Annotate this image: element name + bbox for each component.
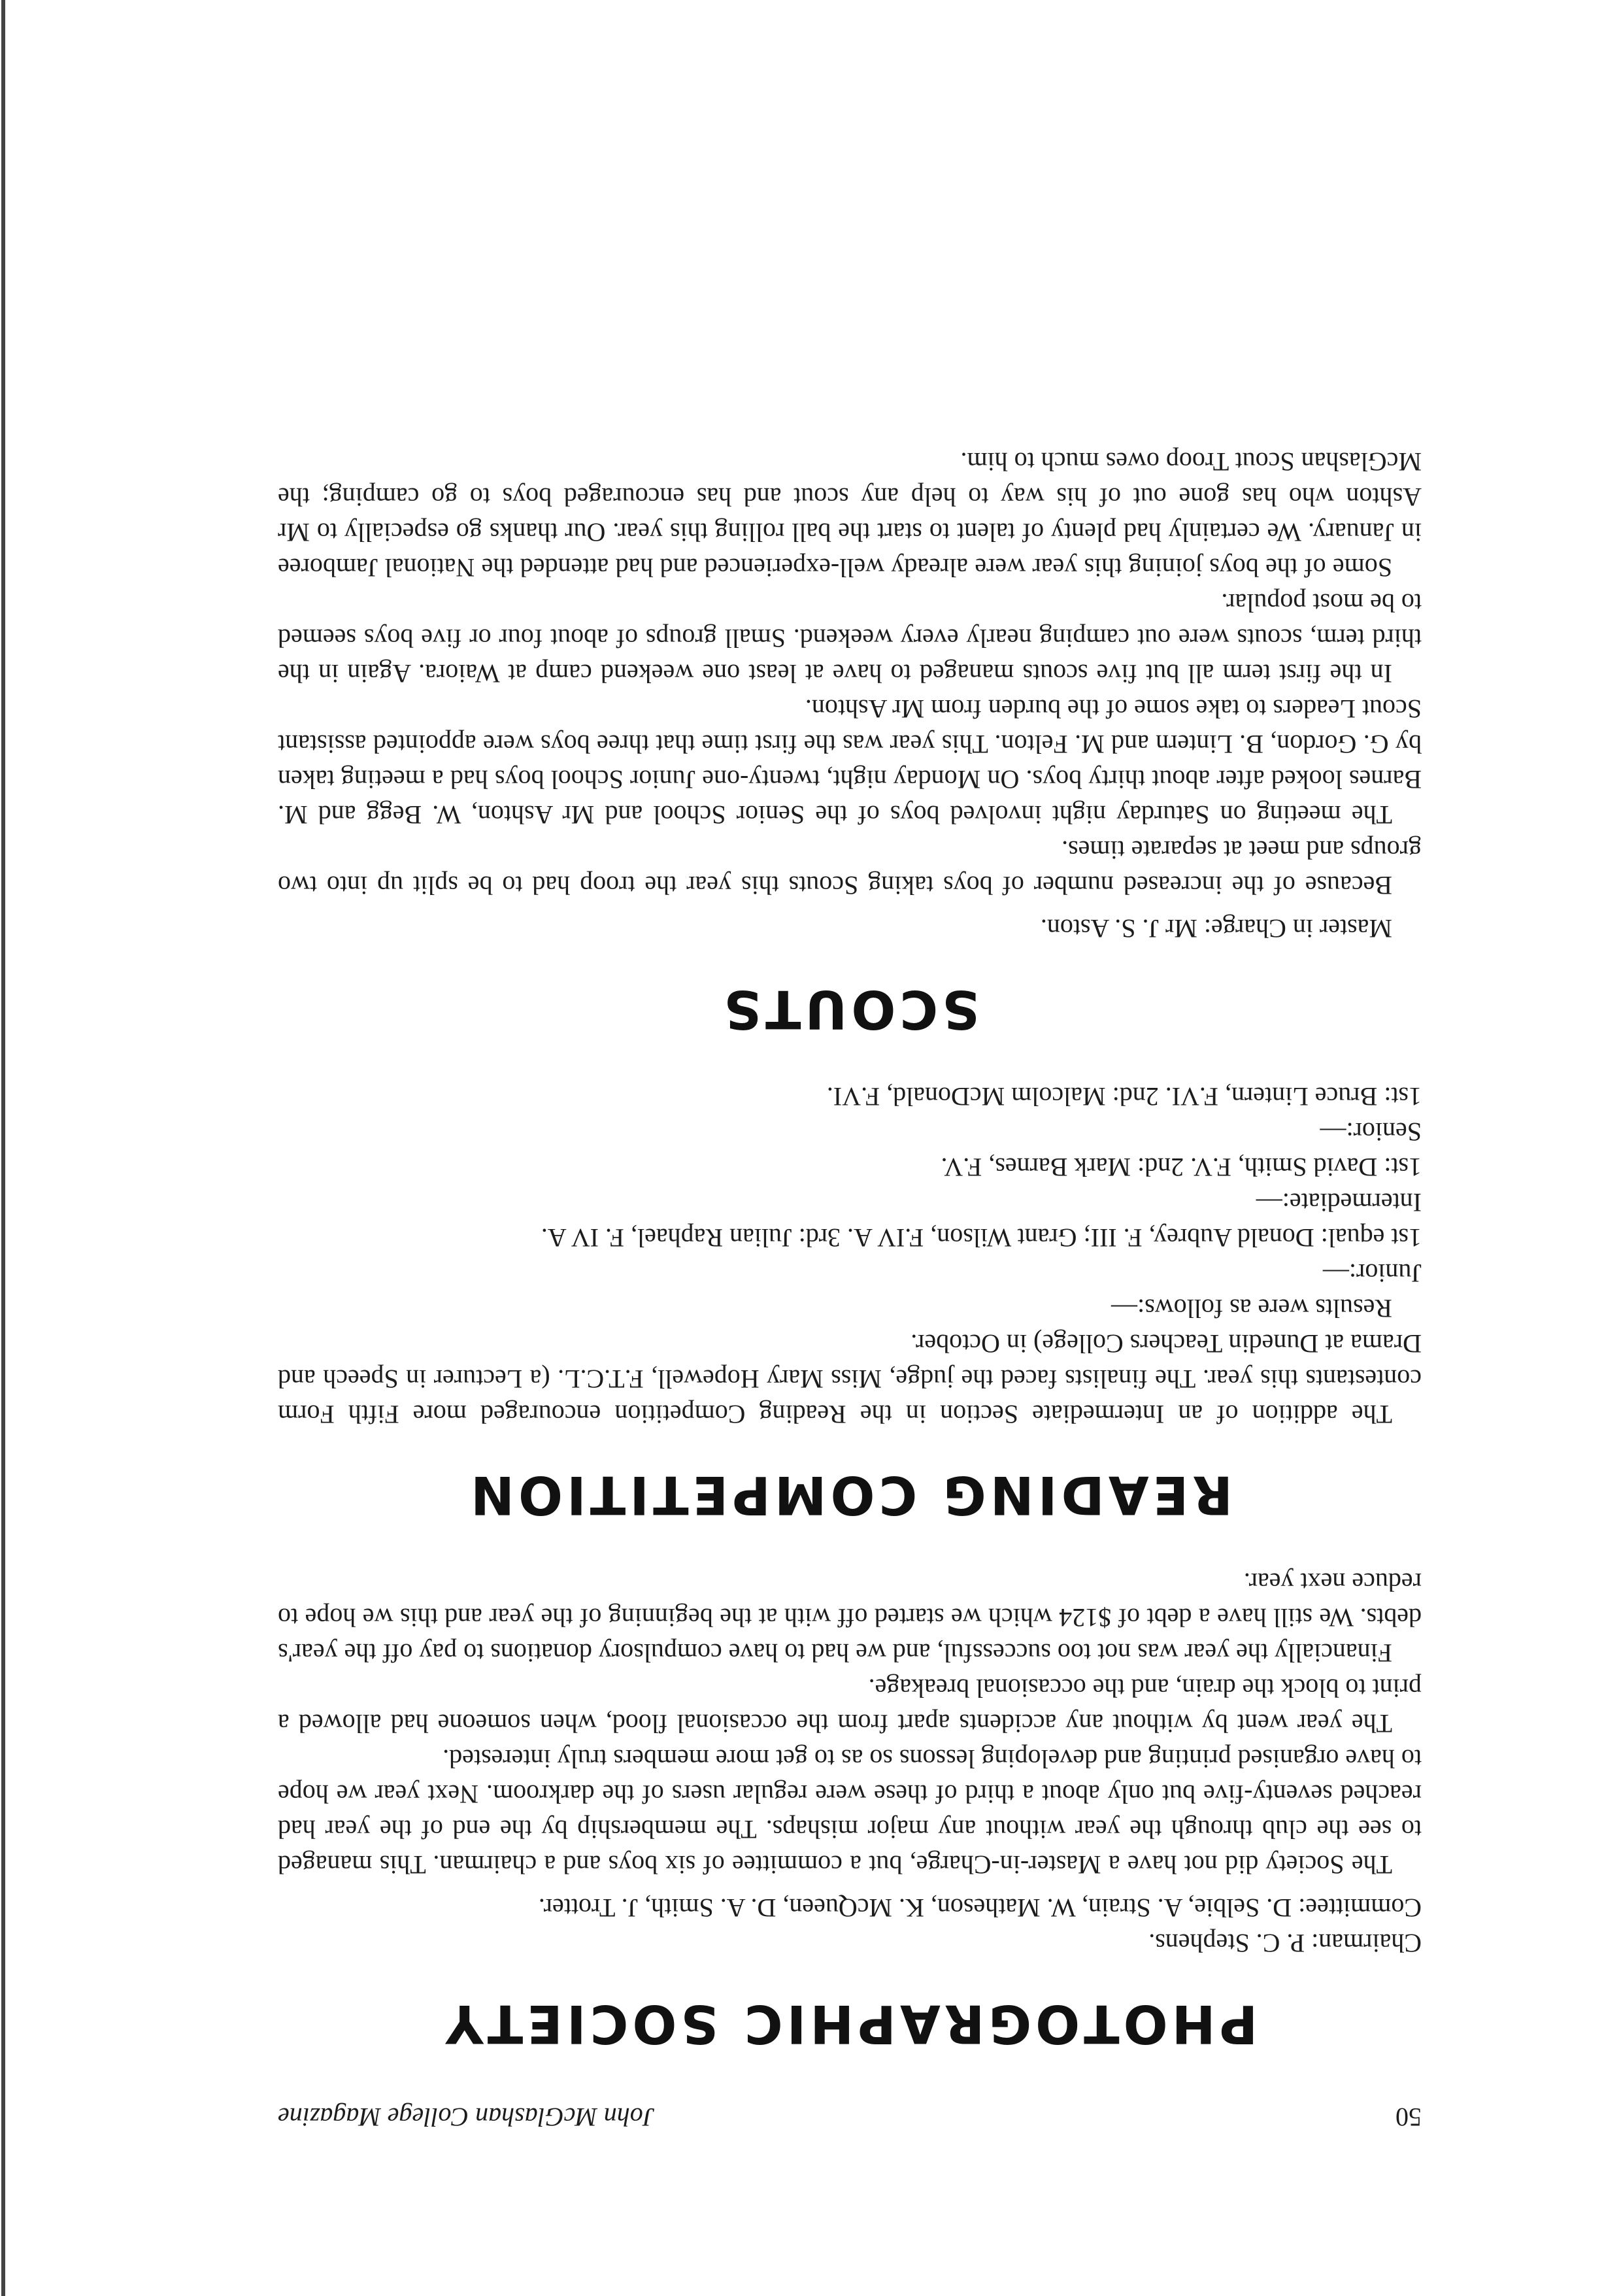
paragraph: Financially the year was not too successful, and we had to have compulsory donations to pay off the year's debts. We still have a debt of $124 which we started off with at the beginning of the year and this we hope to reduce next year.	[278, 1568, 1422, 1668]
section-title-scouts: SCOUTS	[720, 979, 980, 1039]
photographic-society-section	[278, 1564, 1422, 2054]
paragraph: The Society did not have a Master-in-Charge, but a committee of six boys and a chairman. This managed to see the club through the year without any major mishaps. The membership by the end of the year had reached seventy-five but only about a third of these were regular users of the darkroom. Next year we hope to have organised printing and developing lessons so as to get more members truly interested.	[278, 1744, 1422, 1880]
section-title-photographic-society: PHOTOGRAPHIC SOCIETY	[441, 1993, 1258, 2054]
magazine-title: John McGlashan College Magazine	[278, 2102, 655, 2132]
junior-label: Junior:—	[1322, 1258, 1422, 1288]
page-number: 50	[1395, 2102, 1422, 2132]
paragraph: The meeting on Saturday night involved boys of the Senior School and Mr Ashton, W. Begg and M. Barnes looked after about thirty boys. On Monday night, twenty-one Junior School boys had a meeting taken by G. Gordon, B. Lintern and M. Felton. This year was the first time that three boys were appointed assistant Scout Leaders to take some of the burden from Mr Ashton.	[278, 694, 1422, 830]
page-edge-rule	[1, 0, 5, 2296]
chairman-line: Chairman: P. C. Stephens.	[1148, 1929, 1422, 1958]
section-title-reading-competition: READING COMPETITION	[466, 1464, 1233, 1525]
scouts-section	[278, 444, 1422, 1039]
intermediate-results: 1st: David Smith, F.V. 2nd: Mark Barnes, F.V.	[941, 1153, 1422, 1182]
intermediate-label: Intermediate:—	[1256, 1188, 1422, 1217]
paragraph: In the first term all but five scouts managed to have at least one weekend camp at Waiora. Again in the third term, scouts were out camping nearly every weekend. Small groups of about four or five boys seemed to be most popular.	[278, 588, 1422, 688]
committee-line: Committee: D. Selbie, A. Strain, W. Matheson, K. McQueen, D. A. Smith, J. Trotter.	[538, 1893, 1422, 1923]
paragraph: Because of the increased number of boys taking Scouts this year the troop had to be split up into two groups and meet at separate times.	[278, 836, 1422, 900]
paragraph: The year went by without any accidents apart from the occasional flood, when someone had allowed a print to block the drain, and the occasional breakage.	[278, 1674, 1422, 1738]
results-intro: Results were as follows:—	[1111, 1294, 1392, 1323]
reading-competition-section	[278, 1079, 1422, 1525]
senior-results: 1st: Bruce Lintern, F.VI. 2nd: Malcolm McDonald, F.VI.	[826, 1082, 1422, 1111]
text-column	[278, 444, 1422, 2133]
senior-label: Senior:—	[1320, 1117, 1422, 1147]
junior-results: 1st equal: Donald Aubrey, F. III; Grant Wilson, F.IV A. 3rd: Julian Raphael, F. IV A.	[541, 1223, 1422, 1253]
paragraph: The addition of an Intermediate Section in the Reading Competition encouraged more Fifth Form contestants this year. The finalists faced the judge, Miss Mary Hopewell, F.T.C.L. (a Lecturer in Speech and Drama at Dunedin Teachers College) in October.	[278, 1329, 1422, 1429]
running-head	[278, 2093, 1422, 2133]
paragraph: Some of the boys joining this year were already well-experienced and had attended the National Jamboree in January. We certainly had plenty of talent to start the ball rolling this year. Our thanks go especially to Mr Ashton who has gone out of his way to help any scout and has encouraged boys to go camping; the McGlashan Scout Troop owes much to him.	[278, 447, 1422, 582]
master-in-charge-line: Master in Charge: Mr J. S. Aston.	[1040, 914, 1392, 943]
